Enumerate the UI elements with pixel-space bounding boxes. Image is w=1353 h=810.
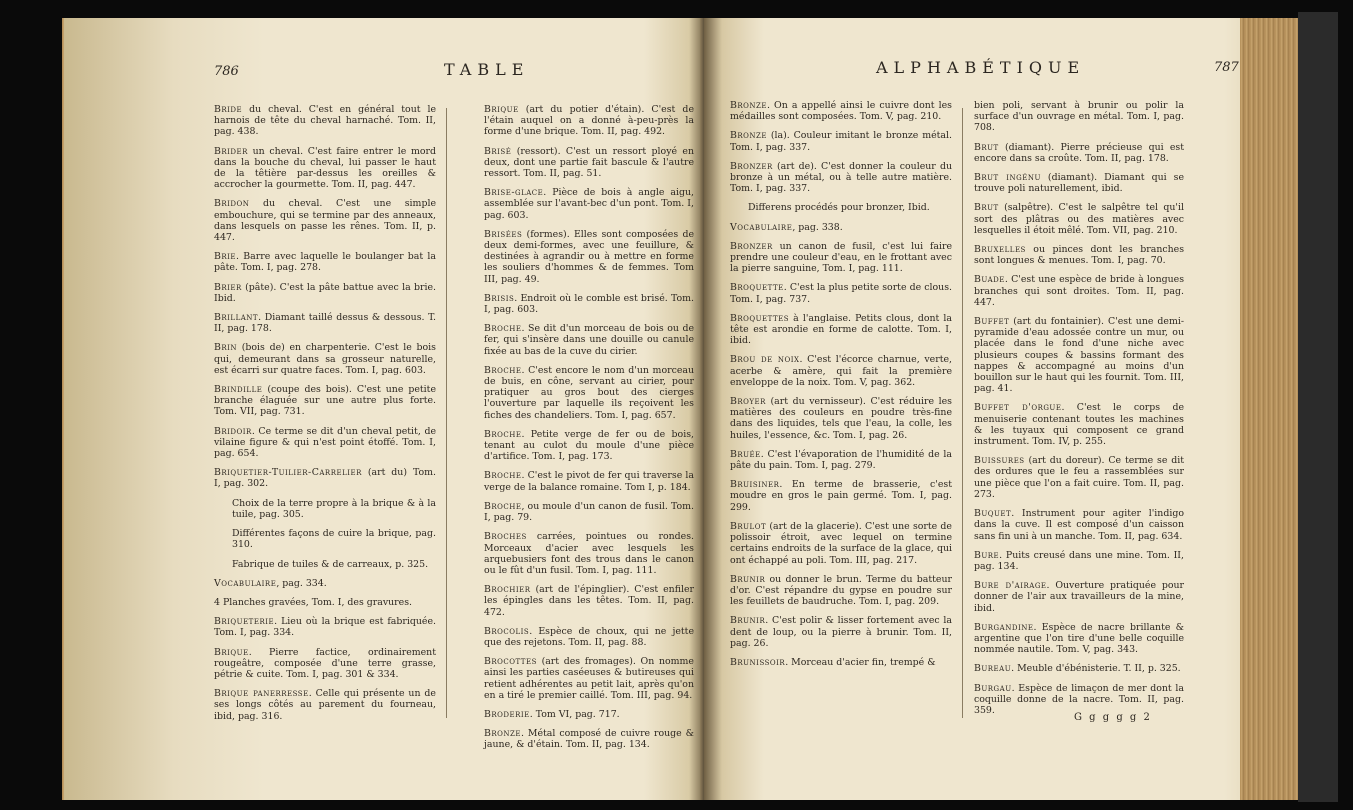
entry-text: Choix de la terre propre à la brique & à la tuile, pag. 305.: [232, 497, 436, 520]
entry: [730, 449, 952, 471]
entry-text: (art du doreur). Ce terme se dit des ordures que le feu a rassemblées sur une pièce que l'on a fait cuire. Tom. II, pag. 273.: [974, 455, 1184, 500]
entry: [730, 313, 952, 347]
entry: [214, 688, 436, 722]
entry-text: . Barre avec laquelle le boulanger bat la pâte. Tom. I, pag. 278.: [214, 251, 436, 274]
right-column-2: [974, 100, 1184, 724]
entry-headword: Broyer: [730, 396, 766, 408]
entry-headword: Buffet d'orgue: [974, 402, 1062, 414]
entry-text: . C'est une espèce de bride à longues branches qui sont droites. Tom. II, pag. 447.: [974, 274, 1184, 308]
entry: [484, 626, 694, 648]
entry: [974, 274, 1184, 308]
entry-text: du cheval. C'est une simple embouchure, qui se termine par des anneaux, dans lesquels on passe les rênes. Tom. II, p. 447.: [214, 198, 436, 244]
entry: [974, 580, 1184, 614]
entry-headword: Brocottes: [484, 656, 537, 668]
book-edge-right: [1240, 18, 1298, 800]
entry-headword: Brunissoir: [730, 656, 786, 668]
entry: [484, 365, 694, 421]
entry: [484, 656, 694, 701]
entry-text: , pag. 338.: [792, 221, 843, 233]
entry: [484, 323, 694, 357]
entry-headword: Brique: [214, 646, 249, 658]
entry-headword: Broche: [484, 470, 522, 482]
entry-text: . Pièce de bois à angle aigu, assemblée sur l'avant-bec d'un pont. Tom. I, pag. 603.: [484, 187, 694, 221]
entry: [214, 467, 436, 489]
entry-headword: Broche: [484, 500, 522, 512]
entry-headword: Brut: [974, 141, 999, 153]
entry-headword: Vocabulaire: [730, 221, 793, 233]
column-rule: [446, 108, 447, 718]
entry-headword: Briqueterie: [214, 616, 275, 628]
entry-headword: Broche: [484, 364, 522, 376]
entry: [484, 501, 694, 523]
entry-text: (art du vernisseur). C'est réduire les matières des couleurs en poudre très-fine dans des liquides, tels que l'eau, la colle, les huiles, l'essence, &c. Tom. I, pag. 26.: [730, 396, 952, 441]
entry-text: (diamant). Diamant qui se trouve poli naturellement, ibid.: [974, 172, 1185, 195]
entry: [484, 584, 694, 618]
entry-headword: Burgau: [974, 682, 1012, 694]
entry: [484, 293, 694, 315]
entry-text: (formes). Elles sont composées de deux demi-formes, avec une feuillure, & destinées à agrandir ou à mettre en forme les souliers d'hommes & de femmes. Tom III, pag. 49.: [484, 228, 694, 285]
entry: [214, 312, 436, 334]
entry-headword: Broches: [484, 531, 527, 543]
entry: [484, 229, 694, 285]
entry-headword: Broche: [484, 323, 522, 335]
entry: [730, 202, 952, 213]
left-page-number: 786: [214, 64, 239, 79]
entry: [974, 202, 1184, 236]
entry-headword: Bronze: [730, 100, 767, 111]
entry-text: . Espèce de nacre brillante & argentine que l'on tire d'une belle coquille nommée nautile. Tom. V, pag. 343.: [974, 621, 1184, 656]
entry-text: (art de). C'est donner la couleur du bronze à un métal, ou à telle autre matière. Tom. I, pag. 337.: [730, 160, 952, 195]
entry-text: (art du fontainier). C'est une demi-pyramide d'eau adossée contre un mur, ou placée dans le fond d'une niche avec plusieurs coupes & bassins formant des nappes & accompagné au moins d'un bouillon sur le haut qui les fournit. Tom. III, pag. 41.: [974, 316, 1184, 395]
entry: [730, 354, 952, 388]
entry-text: . C'est l'évaporation de l'humidité de la pâte du pain. Tom. I, pag. 279.: [730, 448, 952, 472]
entry-headword: Broche: [484, 428, 522, 440]
entry-headword: Buissures: [974, 455, 1025, 467]
entry-headword: Brillant: [214, 312, 259, 324]
entry: [484, 146, 694, 180]
entry: [214, 282, 436, 304]
entry: [974, 455, 1184, 500]
entry: [484, 728, 694, 750]
entry-text: . En terme de brasserie, c'est moudre en gros le pain germé. Tom. I, pag. 299.: [730, 479, 952, 513]
entry-text: bien poli, servant à brunir ou polir la surface d'un ouvrage en métal. Tom. I, pag. 708.: [974, 100, 1184, 134]
entry-text: un canon de fusil, c'est lui faire prendre une couleur d'eau, en le frottant avec la pierre sanguine, Tom. I, pag. 111.: [730, 240, 952, 275]
entry-text: . C'est encore le nom d'un morceau de buis, en cône, servant au cirier, pour pratiquer au gros bout des cierges l'ouverture par laquelle ils reçoivent les fiches des chandeliers. Tom. I, pag. 657.: [484, 364, 694, 421]
entry: [974, 316, 1184, 394]
entry: [974, 100, 1184, 134]
entry: [974, 508, 1184, 542]
entry-headword: Brut: [974, 202, 999, 214]
entry-headword: Bureau: [974, 663, 1012, 675]
entry: [974, 172, 1184, 194]
entry: [974, 244, 1184, 266]
entry: [730, 479, 952, 513]
entry: [484, 531, 694, 576]
entry-headword: Buquet: [974, 508, 1012, 520]
entry: [974, 622, 1184, 656]
entry-text: . C'est le pivot de fer qui traverse la verge de la balance romaine. Tom I, p. 184.: [484, 470, 694, 493]
entry: [214, 559, 436, 570]
left-column-2: [484, 104, 694, 759]
entry: [214, 342, 436, 376]
entry-text: un cheval. C'est faire entrer le mord dans la bouche du cheval, lui passer le haut de la têtière par-dessus les oreilles & accrocher la gourmette. Tom. II, pag. 447.: [214, 145, 436, 191]
entry-text: . Endroit où le comble est brisé. Tom. I, pag. 603.: [484, 292, 694, 316]
entry-text: Différentes façons de cuire la brique, pag. 310.: [232, 528, 436, 551]
entry-text: ou pinces dont les branches sont longues & menues. Tom. I, pag. 70.: [974, 244, 1184, 267]
right-page: [704, 18, 1270, 800]
entry-headword: Broquette: [730, 282, 784, 294]
entry-text: (pâte). C'est la pâte battue avec la brie. Ibid.: [214, 281, 436, 304]
entry-headword: Bure: [974, 549, 1000, 561]
entry-text: (salpêtre). C'est le salpêtre tel qu'il sort des plâtras ou des matières avec lesquelles il étoit mêlé. Tom. VII, pag. 210.: [974, 202, 1184, 236]
entry-text: . Lieu où la brique est fabriquée. Tom. I, pag. 334.: [214, 616, 436, 639]
entry-headword: Brier: [214, 281, 242, 293]
entry: [214, 104, 436, 138]
entry-text: . Diamant taillé dessus & dessous. T. II, pag. 178.: [214, 312, 436, 335]
entry-text: . Puits creusé dans une mine. Tom. II, pag. 134.: [974, 549, 1184, 572]
entry: [214, 578, 436, 589]
entry: [214, 616, 436, 638]
entry-text: , ou moule d'un canon de fusil. Tom. I, pag. 79.: [484, 500, 694, 524]
entry-headword: Brie: [214, 251, 237, 263]
entry-headword: Bronzer: [730, 240, 773, 252]
entry-text: . Instrument pour agiter l'indigo dans la cuve. Il est composé d'un caisson sans fin uni à un manche. Tom. II, pag. 634.: [974, 508, 1184, 542]
entry-headword: Brochier: [484, 584, 531, 596]
entry-text: (la). Couleur imitant le bronze métal. Tom. I, pag. 337.: [730, 130, 952, 153]
entry: [214, 647, 436, 681]
entry: [730, 100, 952, 122]
entry: [484, 429, 694, 463]
entry: [484, 470, 694, 492]
entry-text: (coupe des bois). C'est une petite branche élaguée sur une autre plus forte. Tom. VII, pag. 731.: [214, 384, 436, 418]
entry-headword: Brulot: [730, 520, 767, 532]
entry-text: . C'est l'écorce charnue, verte, acerbe & amère, qui fait la première enveloppe de la noix. Tom. V, pag. 362.: [730, 354, 952, 388]
entry-text: à l'anglaise. Petits clous, dont la tête est arondie en forme de calotte. Tom. I, ibid.: [730, 312, 952, 347]
entry-headword: Vocabulaire: [214, 577, 277, 589]
entry-text: ou donner le brun. Terme du batteur d'or. C'est répandre du gypse en poudre sur les feuillets de baudruche. Tom. I, pag. 209.: [730, 573, 952, 608]
entry: [730, 282, 952, 304]
entry-text: . Espèce de choux, qui ne jette que des rejetons. Tom. II, pag. 88.: [484, 625, 694, 648]
entry-headword: Brique: [484, 104, 519, 115]
entry-text: , pag. 334.: [276, 577, 327, 589]
entry-text: (art du) Tom. I, pag. 302.: [214, 467, 436, 490]
entry: [730, 161, 952, 195]
entry-text: (art de la glacerie). C'est une sorte de polissoir étroit, avec lequel on termine certains endroits de la surface de la glace, qui ont échappé au poli. Tom. III, pag. 217.: [730, 520, 952, 566]
entry: [974, 402, 1184, 447]
entry-text: . Métal composé de cuivre rouge & jaune, & d'étain. Tom. II, pag. 134.: [484, 728, 694, 751]
entry-headword: Bronzer: [730, 160, 773, 172]
entry-headword: Brise-glace: [484, 187, 544, 199]
entry-text: . Ce terme se dit d'un cheval petit, de vilaine figure & qui n'est point étoffé. Tom. I, pag. 654.: [214, 425, 436, 460]
entry: [730, 222, 952, 233]
entry-text: . Morceau d'acier fin, trempé &: [785, 656, 936, 668]
entry: [214, 384, 436, 418]
entry-headword: Bruée: [730, 448, 761, 460]
entry-text: Fabrique de tuiles & de carreaux, p. 325.: [232, 558, 429, 570]
left-column-1: [214, 104, 436, 730]
entry-text: Differens procédés pour bronzer, Ibid.: [748, 202, 930, 214]
entry: [730, 241, 952, 275]
entry-headword: Brisé: [484, 145, 512, 157]
entry-headword: Buffet: [974, 316, 1010, 328]
entry-text: . C'est le corps de menuiserie contenant toutes les machines & les tuyaux qui composent ce grand instrument. Tom. IV, p. 255.: [974, 402, 1184, 448]
entry: [484, 104, 694, 138]
entry-headword: Brisis: [484, 292, 515, 304]
entry-text: . Meuble d'ébénisterie. T. II, p. 325.: [1011, 663, 1181, 675]
entry-headword: Brocolis: [484, 625, 530, 637]
right-page-number: 787: [1214, 60, 1239, 75]
entry-text: (ressort). C'est un ressort ployé en deux, dont une partie fait bascule & l'autre ressort. Tom. II, pag. 51.: [484, 145, 694, 180]
entry: [730, 521, 952, 566]
entry-text: du cheval. C'est en général tout le harnois de tête du cheval harnaché. Tom. II, pag. 438.: [214, 104, 436, 138]
entry-headword: Broquettes: [730, 312, 790, 324]
entry-headword: Bruxelles: [974, 244, 1026, 256]
entry-headword: Bronze: [484, 728, 521, 740]
entry-text: (bois de) en charpenterie. C'est le bois qui, demeurant dans sa grosseur naturelle, est écarri sur quatre faces. Tom. I, pag. 603.: [214, 342, 436, 376]
entry-headword: Bride: [214, 104, 243, 115]
entry-text: . Celle qui présente un de ses longs côtés au parement du fourneau, ibid, pag. 316.: [214, 688, 436, 722]
entry: [214, 198, 436, 243]
entry: [484, 187, 694, 221]
entry: [974, 663, 1184, 674]
entry-headword: Brisées: [484, 228, 523, 240]
entry-text: (art de l'épinglier). C'est enfiler les épingles dans les têtes. Tom. II, pag. 472.: [484, 584, 694, 618]
entry: [214, 251, 436, 273]
entry: [974, 142, 1184, 164]
entry-headword: Buade: [974, 274, 1005, 286]
entry: [730, 657, 952, 668]
entry-text: 4 Planches gravées, Tom. I, des gravures.: [214, 596, 412, 608]
column-rule: [962, 108, 963, 718]
entry-headword: Bridon: [214, 198, 250, 210]
entry: [214, 146, 436, 191]
entry-text: . C'est la plus petite sorte de clous. Tom. I, pag. 737.: [730, 282, 952, 305]
entry-text: . Pierre factice, ordinairement rougeâtre, composée d'une terre grasse, pétrie & cuite. Tom. I, pag. 301 & 334.: [214, 646, 436, 680]
entry-text: . Se dit d'un morceau de bois ou de fer, qui s'insère dans une douille ou canule fixée au bas de la cuve du cirier.: [484, 323, 694, 357]
left-page: [64, 18, 704, 800]
right-column-1: [730, 100, 952, 676]
entry-headword: Brunir: [730, 573, 766, 585]
entry-text: (art du potier d'étain). C'est de l'étain auquel on a donné à-peu-près la forme d'une brique. Tom. II, pag. 492.: [484, 104, 694, 138]
entry: [214, 498, 436, 520]
entry-headword: Brou de noix: [730, 354, 800, 366]
entry-text: . Tom VI, pag. 717.: [529, 708, 620, 720]
entry: [974, 550, 1184, 572]
entry-headword: Brique panerresse: [214, 688, 309, 700]
entry-text: carrées, pointues ou rondes. Morceaux d'acier avec lesquels les arquebusiers font des trous dans le canon ou le fût d'un fusil. Tom. I, pag. 111.: [484, 531, 694, 576]
entry-text: . C'est polir & lisser fortement avec la dent de loup, ou la pierre à brunir. Tom. II, pag. 26.: [730, 615, 952, 649]
entry: [730, 615, 952, 649]
entry-text: (art des fromages). On nomme ainsi les parties caséeuses & butireuses qui retient adhérentes au petit lait, après qu'on en a tiré le premier caillé. Tom. III, pag. 94.: [484, 656, 694, 701]
left-page-header: TABLE: [444, 60, 530, 79]
entry: [214, 528, 436, 550]
entry-headword: Burgandine: [974, 621, 1034, 633]
entry-headword: Brut ingénu: [974, 172, 1041, 184]
entry-headword: Bridoir: [214, 425, 252, 437]
signature-mark: G g g g g 2: [1074, 712, 1152, 723]
entry-text: . Ouverture pratiquée pour donner de l'air aux travailleurs de la mine, ibid.: [974, 580, 1184, 614]
right-page-header: ALPHABÉTIQUE: [876, 58, 1086, 77]
entry: [730, 130, 952, 152]
entry: [730, 396, 952, 441]
book-cover: [1298, 12, 1338, 802]
entry: [214, 597, 436, 608]
entry-headword: Briquetier-Tuilier-Carrelier: [214, 467, 362, 479]
entry-headword: Brunir: [730, 615, 766, 627]
entry-headword: Bure d'airage: [974, 580, 1047, 592]
entry-headword: Brindille: [214, 384, 263, 396]
entry-headword: Brin: [214, 342, 238, 354]
entry-text: . Petite verge de fer ou de bois, tenant au culot du moule d'une pièce d'artifice. Tom. I, pag. 173.: [484, 428, 694, 463]
entry-text: (diamant). Pierre précieuse qui est encore dans sa croûte. Tom. II, pag. 178.: [974, 141, 1184, 164]
entry-headword: Broderie: [484, 708, 530, 720]
entry-headword: Bruisiner: [730, 479, 780, 491]
entry-text: . On a appellé ainsi le cuivre dont les médailles sont composées. Tom. V, pag. 210.: [730, 100, 952, 123]
entry-headword: Bronze: [730, 130, 767, 142]
entry-headword: Brider: [214, 145, 248, 157]
entry: [730, 574, 952, 608]
entry: [484, 709, 694, 720]
entry: [214, 426, 436, 460]
entry-text: . Espèce de limaçon de mer dont la coquille donne de la nacre. Tom. II, pag. 359.: [974, 682, 1184, 716]
